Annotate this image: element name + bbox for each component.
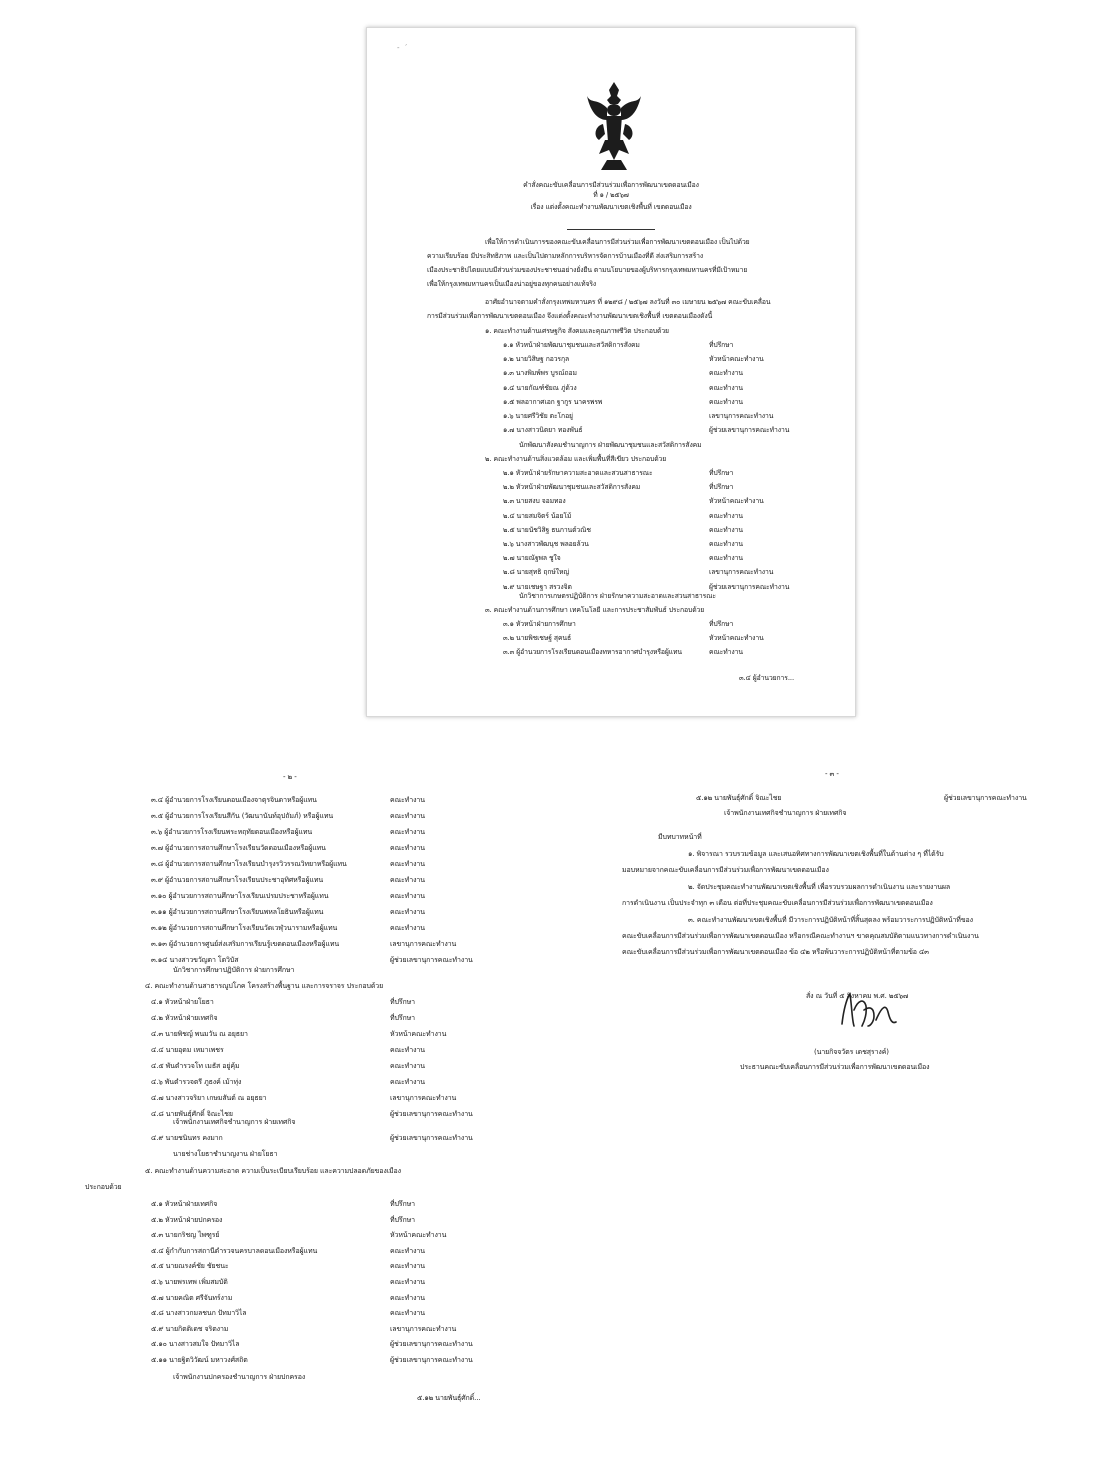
member-name: ๑.๗ นางสาวนิตยา ทองพันธ์: [503, 426, 583, 435]
member-name: ๒.๑ หัวหน้าฝ่ายรักษาความสะอาดและสวนสาธารณะ: [503, 469, 653, 477]
member-role: ผู้ช่วยเลขานุการคณะทำงาน: [390, 1340, 473, 1349]
member-role: คณะทำงาน: [390, 1046, 425, 1054]
member-name: ๔.๑ หัวหน้าฝ่ายโยธา: [151, 998, 214, 1006]
member-role: คณะทำงาน: [709, 540, 743, 548]
member-role: คณะทำงาน: [390, 1246, 425, 1255]
position-note: นักวิชาการศึกษาปฏิบัติการ ฝ่ายการศึกษา: [173, 966, 295, 974]
member-name: ๓.๑๒ ผู้อำนวยการสถานศึกษาโรงเรียนวัดเวฬุวนารามหรือผู้แทน: [151, 924, 338, 932]
member-name: ๓.๑ หัวหน้าฝ่ายการศึกษา: [503, 620, 576, 628]
intro-line: เมืองประชาธิปไตยแบบมีส่วนร่วมของประชาชนอย่างยั่งยืน ตามนโยบายของผู้บริหารกรุงเทพมหานครที่มีเป้าหมาย: [427, 266, 748, 274]
duty-line: คณะขับเคลื่อนการมีส่วนร่วมเพื่อการพัฒนาเขตดอนเมือง ข้อ ๔๒ หรือพ้นวาระการปฏิบัติหน้าที่ตามข้อ ๔๓: [622, 948, 929, 956]
signatory-name: (นายกิจจวัตร เดชสุรางค์): [814, 1048, 889, 1056]
member-name: ๒.๗ นายณัฐพล ชูใจ: [503, 554, 561, 563]
duty-line: ๒. จัดประชุมคณะทำงานพัฒนาเขตเชิงพื้นที่ เพื่อรวบรวมผลการดำเนินงาน และรายงานผล: [688, 883, 951, 891]
member-role: คณะทำงาน: [709, 369, 743, 378]
member-name: ๕.๑ หัวหน้าฝ่ายเทศกิจ: [151, 1200, 218, 1208]
member-name: ๓.๕ ผู้อำนวยการโรงเรียนสีกัน (วัฒนานันท์อุปถัมภ์) หรือผู้แทน: [151, 812, 334, 820]
continuation-note: ๓.๔ ผู้อำนวยการ...: [739, 674, 795, 682]
document-page-1: [366, 27, 856, 717]
member-name: ๒.๔ นายสมจิตร์ น้อยโม้: [503, 511, 572, 520]
member-role: หัวหน้าคณะทำงาน: [709, 355, 764, 364]
member-role: ที่ปรึกษา: [709, 483, 734, 492]
member-name: ๓.๘ ผู้อำนวยการสถานศึกษาโรงเรียนบำรุงรวิวรรณวิทยาหรือผู้แทน: [151, 860, 347, 868]
scan-speck: - ´: [397, 44, 408, 52]
member-role: หัวหน้าคณะทำงาน: [709, 497, 764, 506]
member-role: เลขานุการคณะทำงาน: [390, 1094, 457, 1102]
duty-line: ๑. พิจารณา รวบรวมข้อมูล และเสนอทิศทางการพัฒนาเขตเชิงพื้นที่ในด้านต่าง ๆ ที่ได้รับ: [688, 850, 944, 858]
member-role: คณะทำงาน: [390, 908, 425, 916]
member-role: ผู้ช่วยเลขานุการคณะทำงาน: [944, 794, 1027, 802]
position-note: นักวิชาการเกษตรปฏิบัติการ ฝ่ายรักษาความสะอาดและสวนสาธารณะ: [519, 592, 716, 600]
member-role: คณะทำงาน: [390, 796, 425, 804]
member-role: ที่ปรึกษา: [390, 1014, 416, 1022]
member-name: ๒.๓ นายสงบ จอมทอง: [503, 497, 566, 506]
member-role: คณะทำงาน: [390, 812, 425, 820]
continuation-note: ๕.๑๒ นายพันธุ์ศักดิ์...: [417, 1394, 481, 1402]
member-role: เลขานุการคณะทำงาน: [390, 940, 457, 948]
member-name: ๕.๑๑ นายฐิตวิวัฒน์ มหาวงศ์สถิต: [151, 1356, 248, 1364]
member-name: ๓.๑๐ ผู้อำนวยการสถานศึกษาโรงเรียนเปรมประชาหรือผู้แทน: [151, 892, 329, 900]
position-note: เจ้าพนักงานเทศกิจชำนาญการ ฝ่ายเทศกิจ: [724, 809, 847, 817]
signatory-title: ประธานคณะขับเคลื่อนการมีส่วนร่วมเพื่อการพัฒนาเขตดอนเมือง: [740, 1063, 930, 1071]
duty-line: ๓. คณะทำงานพัฒนาเขตเชิงพื้นที่ มีวาระการปฏิบัติหน้าที่สิ้นสุดลง พร้อมวาระการปฏิบัติหน้าที่ของ: [688, 916, 973, 924]
duty-line: การดำเนินงาน เป็นประจำทุก ๓ เดือน ต่อที่ประชุมคณะขับเคลื่อนการมีส่วนร่วมเพื่อการพัฒนาเขตดอนเมือง: [622, 899, 933, 907]
member-name: ๔.๕ พันตำรวจโท เมธัส อยู่คุ้ม: [151, 1062, 240, 1070]
member-role: คณะทำงาน: [390, 1262, 425, 1271]
section-heading-cont: ประกอบด้วย: [85, 1183, 122, 1191]
member-name: ๔.๗ นางสาวจริยา เกษมสันต์ ณ อยุธยา: [151, 1094, 267, 1102]
member-role: ที่ปรึกษา: [709, 469, 734, 477]
authority-line: การมีส่วนร่วมเพื่อการพัฒนาเขตดอนเมือง จึงแต่งตั้งคณะทำงานพัฒนาเขตเชิงพื้นที่ เขตดอนเมืองดังนี้: [427, 312, 713, 320]
member-name: ๕.๒ หัวหน้าฝ่ายปกครอง: [151, 1215, 223, 1224]
member-role: คณะทำงาน: [390, 1062, 425, 1070]
member-role: คณะทำงาน: [390, 828, 425, 836]
member-name: ๒.๙ นายเชษฐา สรวงจิต: [503, 582, 572, 591]
handwritten-signature: [834, 986, 904, 1036]
member-role: ที่ปรึกษา: [390, 1215, 416, 1224]
order-subject: เรื่อง แต่งตั้งคณะทำงานพัฒนาเขตเชิงพื้นที่ เขตดอนเมือง: [530, 203, 692, 211]
member-role: คณะทำงาน: [390, 1078, 425, 1086]
intro-line: เพื่อให้กรุงเทพมหานครเป็นเมืองน่าอยู่ของทุกคนอย่างแท้จริง: [427, 280, 597, 288]
document-page-3: [592, 764, 1082, 1094]
member-role: ที่ปรึกษา: [709, 620, 734, 628]
member-name: ๑.๒ นายวิสิษฐ กอวรกุล: [503, 355, 570, 364]
member-name: ๕.๓ นายกริชญ ไพฑูรย์: [151, 1231, 220, 1240]
member-role: ผู้ช่วยเลขานุการคณะทำงาน: [390, 1356, 473, 1364]
member-role: ผู้ช่วยเลขานุการคณะทำงาน: [390, 956, 473, 964]
member-role: ผู้ช่วยเลขานุการคณะทำงาน: [709, 426, 790, 435]
member-name: ๔.๖ พันตำรวจตรี ภูธงค์ เม้าทุ่ง: [151, 1078, 242, 1086]
order-title: คำสั่งคณะขับเคลื่อนการมีส่วนร่วมเพื่อการพัฒนาเขตดอนเมือง: [523, 181, 699, 189]
position-note: เจ้าพนักงานเทศกิจชำนาญการ ฝ่ายเทศกิจ: [173, 1118, 296, 1126]
member-name: ๒.๕ นายนัชวิสิฐ ธนกานต์วณิช: [503, 525, 591, 534]
member-name: ๕.๗ นายคณิต ศรีจันทร์งาม: [151, 1293, 233, 1302]
member-name: ๒.๘ นายสุทธิ ฤกษ์ใหญ่: [503, 568, 570, 577]
member-name: ๒.๒ หัวหน้าฝ่ายพัฒนาชุมชนและสวัสดิการสังคม: [503, 483, 641, 492]
member-role: หัวหน้าคณะทำงาน: [390, 1231, 447, 1240]
member-role: คณะทำงาน: [390, 892, 425, 900]
member-name: ๒.๖ นางสาวพัฒนุช พลอยล้วน: [503, 540, 589, 548]
position-note: นักพัฒนาสังคมชำนาญการ ฝ่ายพัฒนาชุมชนและสวัสดิการสังคม: [519, 441, 702, 449]
order-date: สั่ง ณ วันที่ ๕ สิงหาคม พ.ศ. ๒๕๖๗: [806, 992, 909, 1000]
member-name: ๓.๑๑ ผู้อำนวยการสถานศึกษาโรงเรียนพหลโยธินหรือผู้แทน: [151, 908, 324, 916]
member-name: ๓.๓ ผู้อำนวยการโรงเรียนดอนเมืองทหารอากาศบำรุงหรือผู้แทน: [503, 648, 682, 657]
member-name: ๕.๖ นายพรเทพ เพิ่มสมบัติ: [151, 1278, 228, 1286]
duty-line: คณะขับเคลื่อนการมีส่วนร่วมเพื่อการพัฒนาเขตดอนเมือง หรือกรณีคณะทำงานฯ ขาดคุณสมบัติตามแนวทางการดำเนินงาน: [622, 932, 979, 940]
garuda-emblem: [585, 80, 643, 174]
member-name: ๔.๓ นายพิชญ์ พนมวัน ณ อยุธยา: [151, 1030, 248, 1038]
member-role: หัวหน้าคณะทำงาน: [709, 634, 764, 643]
member-role: คณะทำงาน: [709, 554, 743, 563]
member-role: ผู้ช่วยเลขานุการคณะทำงาน: [709, 582, 790, 591]
document-page-2: [55, 764, 545, 1454]
section-heading: ๕. คณะทำงานด้านความสะอาด ความเป็นระเบียบเรียบร้อย และความปลอดภัยของเมือง: [145, 1167, 401, 1175]
member-name: ๓.๗ ผู้อำนวยการสถานศึกษาโรงเรียนวัดดอนเมืองหรือผู้แทน: [151, 844, 326, 852]
member-name: ๓.๒ นายพิชเชษฐ์ สุคนธ์: [503, 634, 572, 643]
member-name: ๑.๓ นางพิมพ์พร บูรณ์ถอม: [503, 369, 577, 378]
page-number: - ๓ -: [825, 770, 839, 778]
member-role: คณะทำงาน: [390, 860, 425, 868]
divider-line: [567, 229, 655, 230]
section-heading: ๒. คณะทำงานด้านสิ่งแวดล้อม และเพิ่มพื้นที่สีเขียว ประกอบด้วย: [485, 455, 667, 463]
order-number: ที่ ๑ / ๒๕๖๗: [593, 191, 629, 199]
member-role: ที่ปรึกษา: [390, 998, 416, 1006]
member-name: ๔.๔ นายอุดม เหมาเพชร: [151, 1046, 224, 1054]
member-name: ๕.๑๒ นายพันธุ์ศักดิ์ จิณะไชย: [696, 794, 782, 802]
member-name: ๔.๒ หัวหน้าฝ่ายเทศกิจ: [151, 1014, 218, 1022]
member-name: ๑.๖ นายศรีวิชัย ตะโกอยู่: [503, 412, 573, 420]
duty-line: มอบหมายจากคณะขับเคลื่อนการมีส่วนร่วมเพื่อการพัฒนาเขตดอนเมือง: [622, 866, 829, 874]
member-role: ผู้ช่วยเลขานุการคณะทำงาน: [390, 1134, 473, 1142]
member-role: คณะทำงาน: [709, 648, 743, 657]
member-role: คณะทำงาน: [390, 876, 425, 884]
member-role: คณะทำงาน: [390, 1309, 425, 1318]
section-heading: ๓. คณะทำงานด้านการศึกษา เทคโนโลยี และการประชาสัมพันธ์ ประกอบด้วย: [485, 606, 705, 614]
member-role: คณะทำงาน: [390, 1293, 425, 1302]
member-role: ผู้ช่วยเลขานุการคณะทำงาน: [390, 1110, 473, 1118]
member-name: ๔.๘ นายพันธุ์ศักดิ์ จิณะไชย: [151, 1110, 233, 1118]
member-name: ๑.๕ พลอากาศเอก ฐากูร นาครพรพ: [503, 397, 603, 406]
member-name: ๑.๔ นายกัณฑ์ชัยณ ภู่ด้วง: [503, 383, 577, 392]
member-role: คณะทำงาน: [709, 397, 743, 406]
member-role: หัวหน้าคณะทำงาน: [390, 1030, 447, 1038]
section-heading: ๑. คณะทำงานด้านเศรษฐกิจ สังคมและคุณภาพชีวิต ประกอบด้วย: [485, 327, 669, 335]
page-number: - ๒ -: [283, 773, 297, 781]
intro-line: ความเรียบร้อย มีประสิทธิภาพ และเป็นไปตามหลักการบริหารจัดการบ้านเมืองที่ดี ส่งเสริมการสร้าง: [427, 252, 704, 260]
member-role: ที่ปรึกษา: [709, 341, 734, 349]
intro-line: เพื่อให้การดำเนินการของคณะขับเคลื่อนการมีส่วนร่วมเพื่อการพัฒนาเขตดอนเมือง เป็นไปด้วย: [485, 238, 750, 246]
member-name: ๕.๑๐ นางสาวสมใจ ปัทมาวิไล: [151, 1340, 240, 1349]
member-name: ๓.๙ ผู้อำนวยการสถานศึกษาโรงเรียนประชาอุทิศหรือผู้แทน: [151, 876, 324, 884]
member-name: ๓.๔ ผู้อำนวยการโรงเรียนดอนเมืองจาตุรจินดาหรือผู้แทน: [151, 796, 317, 804]
member-name: ๕.๔ ผู้กำกับการสถานีตำรวจนครบาลดอนเมืองหรือผู้แทน: [151, 1246, 318, 1255]
member-role: เลขานุการคณะทำงาน: [709, 568, 774, 577]
member-name: ๕.๙ นายกิตติเดช จริตงาม: [151, 1324, 229, 1333]
member-name: ๔.๙ นายชนินทร คงมาก: [151, 1134, 223, 1142]
member-role: ที่ปรึกษา: [390, 1200, 416, 1208]
member-role: คณะทำงาน: [709, 525, 743, 534]
member-name: ๓.๑๓ ผู้อำนวยการศูนย์ส่งเสริมการเรียนรู้เขตดอนเมืองหรือผู้แทน: [151, 940, 340, 948]
member-role: เลขานุการคณะทำงาน: [390, 1324, 457, 1333]
member-name: ๕.๘ นางสาวกมลชนก ปัทมาวิไล: [151, 1309, 247, 1318]
member-role: คณะทำงาน: [390, 1278, 425, 1286]
position-note: เจ้าพนักงานปกครองชำนาญการ ฝ่ายปกครอง: [173, 1373, 306, 1381]
member-name: ๕.๕ นายณรงค์ชัย ชัยชนะ: [151, 1262, 229, 1271]
member-role: คณะทำงาน: [390, 844, 425, 852]
member-role: เลขานุการคณะทำงาน: [709, 412, 774, 420]
member-name: ๓.๑๔ นางสาวขวัญตา โตวิบัส: [151, 956, 239, 964]
member-role: คณะทำงาน: [709, 383, 743, 392]
position-note: นายช่างโยธาชำนาญงาน ฝ่ายโยธา: [173, 1150, 278, 1158]
section-heading: ๔. คณะทำงานด้านสาธารณูปโภค โครงสร้างพื้นฐาน และการจราจร ประกอบด้วย: [145, 982, 384, 990]
member-name: ๓.๖ ผู้อำนวยการโรงเรียนพระหฤทัยดอนเมืองหรือผู้แทน: [151, 828, 313, 836]
authority-line: อาศัยอำนาจตามคำสั่งกรุงเทพมหานคร ที่ ๑๒๙๘ / ๒๕๖๗ ลงวันที่ ๓๐ เมษายน ๒๕๖๗ คณะขับเคลื่อน: [485, 298, 771, 306]
member-role: คณะทำงาน: [390, 924, 425, 932]
duties-heading: มีบทบาทหน้าที่: [658, 833, 702, 841]
member-name: ๑.๑ หัวหน้าฝ่ายพัฒนาชุมชนและสวัสดิการสังคม: [503, 341, 640, 349]
member-role: คณะทำงาน: [709, 511, 743, 520]
